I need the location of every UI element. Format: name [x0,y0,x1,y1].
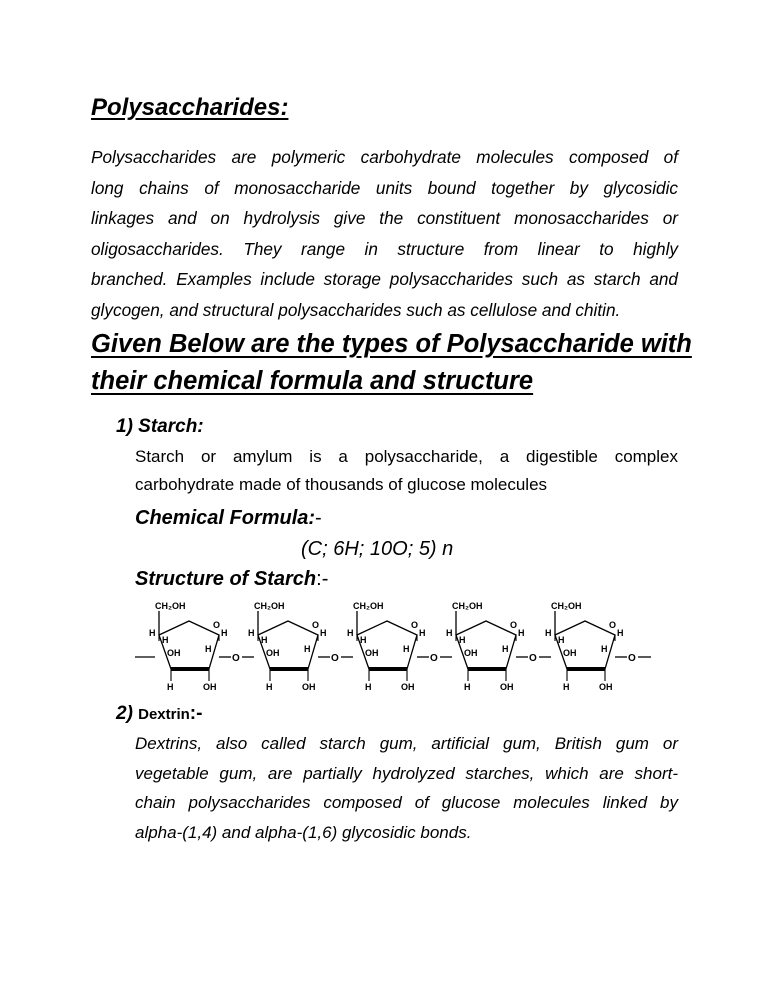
glycosidic-oxygen-label: O [331,653,339,664]
hydrogen-label: H [248,628,255,638]
starch-heading: 1) Starch: [116,416,204,437]
hydrogen-label: H [563,682,570,692]
dextrin-description-line: vegetable gum, are partially hydrolyzed starches, which are short- [135,763,678,783]
ch2oh-label: CH₂OH [353,601,384,611]
hydrogen-label: H [502,644,509,654]
hydrogen-label: H [347,628,354,638]
hydroxyl-label: OH [500,682,514,692]
dextrin-dash: :- [189,703,203,724]
starch-description [135,443,678,499]
hydrogen-label: H [545,628,552,638]
ring-oxygen-label: O [510,620,518,630]
structure-label [135,568,328,591]
hydroxyl-label: OH [563,648,577,658]
hydrogen-label: H [464,682,471,692]
starch-structure-diagram [135,597,655,697]
types-heading [91,326,692,400]
intro-line: long chains of monosaccharide units bound together by glycosidic [91,177,678,198]
hydrogen-label: H [403,644,410,654]
glycosidic-oxygen-label: O [529,653,537,664]
ring-oxygen-label: O [609,620,617,630]
intro-paragraph [91,142,678,326]
hydroxyl-label: OH [464,648,478,658]
dextrin-word: Dextrin [138,706,190,723]
hydrogen-label: H [518,628,525,638]
hydrogen-label: H [558,635,565,645]
starch-description-line: Starch or amylum is a polysaccharide, a digestible complex [135,447,678,466]
intro-line: linkages and on hydrolysis give the constituent monosaccharides or [91,208,678,229]
chemical-formula: (C; 6H; 10O; 5) n [301,538,454,560]
types-heading-text: Given Below are the types of Polysaccharide with [91,330,692,358]
hydrogen-label: H [162,635,169,645]
dextrin-heading [116,702,202,725]
ch2oh-label: CH₂OH [551,601,582,611]
structure-label-text: Structure of Starch [135,568,317,590]
hydrogen-label: H [149,628,156,638]
dextrin-description-line: alpha-(1,4) and alpha-(1,6) glycosidic bonds. [135,822,472,842]
hydrogen-label: H [360,635,367,645]
chemical-formula-label [135,507,322,530]
dextrin-description [135,729,678,847]
hydrogen-label: H [266,682,273,692]
intro-line: glycogen, and structural polysaccharides such as cellulose and chitin. [91,299,621,320]
dextrin-number: 2) [116,703,133,724]
hydrogen-label: H [167,682,174,692]
structure-label-dash: :- [316,568,329,590]
hydrogen-label: H [320,628,327,638]
hydroxyl-label: OH [599,682,613,692]
glycosidic-oxygen-label: O [628,653,636,664]
hydrogen-label: H [221,628,228,638]
hydroxyl-label: OH [401,682,415,692]
intro-line: Polysaccharides are polymeric carbohydrate molecules composed of [91,147,678,167]
starch-description-line: carbohydrate made of thousands of glucose molecules [135,475,548,494]
dextrin-description-line: Dextrins, also called starch gum, artificial gum, British gum or [135,734,678,753]
types-heading-line [91,363,678,400]
ring-oxygen-label: O [312,620,320,630]
hydroxyl-label: OH [203,682,217,692]
hydrogen-label: H [304,644,311,654]
ring-oxygen-label: O [411,620,419,630]
hydrogen-label: H [261,635,268,645]
hydrogen-label: H [617,628,624,638]
glycosidic-oxygen-label: O [430,653,438,664]
hydrogen-label: H [365,682,372,692]
ch2oh-label: CH₂OH [452,601,483,611]
chemical-formula-label-text: Chemical Formula: [135,507,316,529]
hydrogen-label: H [459,635,466,645]
hydroxyl-label: OH [302,682,316,692]
hydrogen-label: H [419,628,426,638]
glycosidic-oxygen-label: O [232,653,240,664]
dextrin-description-line: chain polysaccharides composed of glucose molecules linked by [135,793,678,812]
ch2oh-label: CH₂OH [254,601,285,611]
ring-oxygen-label: O [213,620,221,630]
intro-line: oligosaccharides. They range in structure from linear to highly [91,238,678,259]
hydroxyl-label: OH [365,648,379,658]
hydrogen-label: H [601,644,608,654]
ch2oh-label: CH₂OH [155,601,186,611]
hydrogen-label: H [205,644,212,654]
hydroxyl-label: OH [167,648,181,658]
hydroxyl-label: OH [266,648,280,658]
page-title: Polysaccharides: [91,94,289,121]
intro-line: branched. Examples include storage polysaccharides such as starch and [91,269,678,290]
types-heading-text: their chemical formula and structure [91,367,534,395]
hydrogen-label: H [446,628,453,638]
types-heading-line [91,326,692,363]
chemical-formula-dash: - [315,507,322,529]
